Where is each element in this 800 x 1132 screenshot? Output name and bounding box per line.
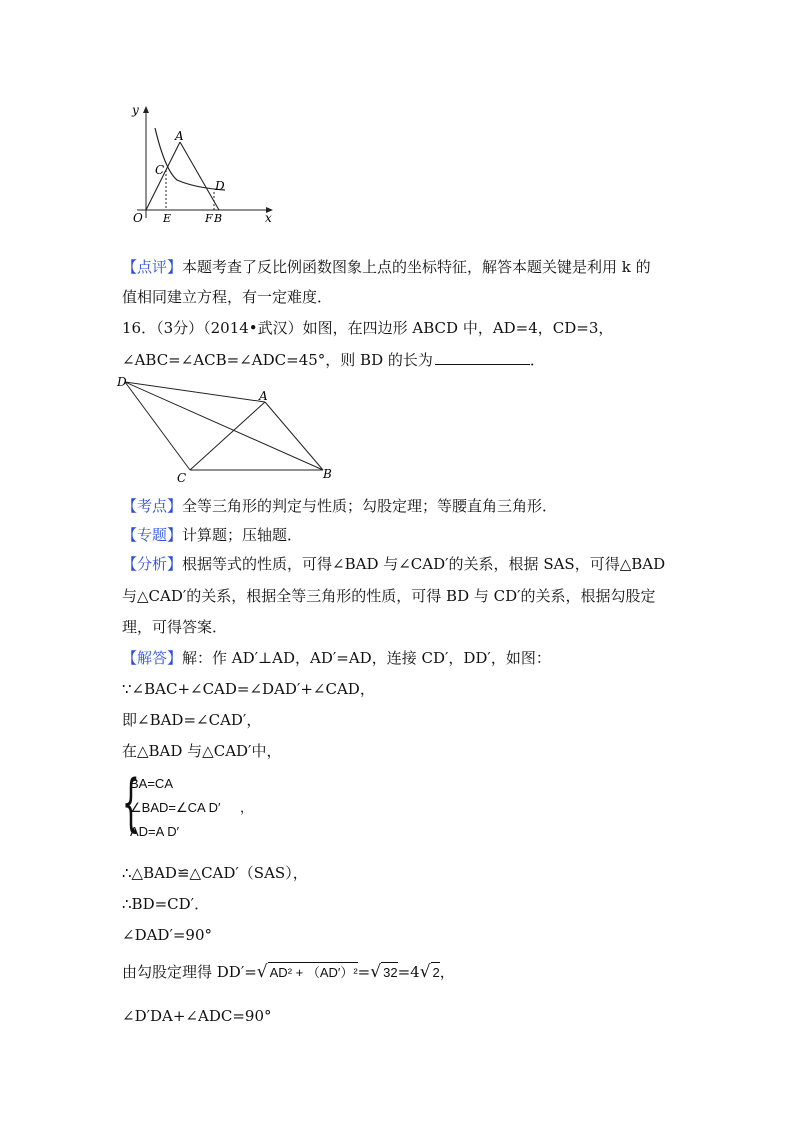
jieda-line-1 [122,648,551,668]
jieda-text-1: 解：作 AD′⊥AD，AD′=AD，连接 CD′，DD′，如图： [182,649,551,667]
pythagoras-eq-2: =4 [397,963,420,981]
radicand-3: 2 [431,962,440,983]
congruence-system [122,766,272,842]
system-line-1: BA=CA [130,776,173,791]
answer-blank[interactable] [435,350,530,365]
jieda-tag: 【解答】 [122,649,183,667]
q16-line-1: 16．（3分）（2014•武汉）如图，在四边形 ABCD 中，AD=4，CD=3， [122,319,614,337]
label-c: C [155,163,165,177]
fenxi-tag: 【分析】 [122,555,183,573]
label-c: C [177,471,187,485]
comment-line-1 [122,257,651,277]
jieda-line-8 [122,962,455,983]
kaodian-line [122,496,557,516]
jieda-line-4: 在△BAD 与△CAD′中， [122,742,282,760]
radicand-1: AD² + （AD′）² [268,962,358,983]
segment-dc [125,382,190,470]
label-b: B [323,467,332,481]
pythagoras-prefix: 由勾股定理得 DD′= [122,963,257,981]
fenxi-line-2: 与△CAD′的关系，根据全等三角形的性质，可得 BD 与 CD′的关系，根据勾股定 [122,587,656,605]
left-brace-icon: { [122,766,140,839]
jieda-line-2: ∵∠BAC+∠CAD=∠DAD′+∠CAD， [122,680,375,698]
segment-ab [265,402,323,470]
kaodian-text: 全等三角形的判定与性质；勾股定理；等腰直角三角形． [182,497,558,515]
y-axis-arrow-icon [143,106,149,113]
label-f: F [205,212,213,225]
jieda-line-5: ∴△BAD≌△CAD′（SAS）， [122,864,308,882]
pythagoras-eq-1: = [357,963,371,981]
zhuanti-line [122,525,302,545]
system-end: ， [240,800,254,815]
system-line-2: ∠BAD=∠CA D′ [130,800,221,815]
jieda-line-7: ∠DAD′=90° [122,926,213,944]
label-d: D [215,179,225,193]
figure-inverse-function-graph [125,100,280,225]
zhuanti-text: 计算题；压轴题． [182,526,303,544]
pythagoras-end: ， [439,963,455,981]
fenxi-line-1 [122,554,665,574]
fenxi-text-1: 根据等式的性质，可得∠BAD 与∠CAD′的关系，根据 SAS，可得△BAD [182,555,666,573]
comment-tag: 【点评】 [122,258,183,276]
label-b: B [214,212,223,225]
radical-icon: √ [370,962,382,982]
label-e: E [163,212,172,225]
segment-da [125,382,265,402]
q16-line-2 [122,350,545,370]
diagonal-db [125,382,323,470]
label-x: x [265,211,272,225]
diagonal-ca [190,402,265,470]
q16-text-2: ∠ABC=∠ACB=∠ADC=45°，则 BD 的长为 [122,351,433,369]
radicand-2: 32 [381,962,397,983]
kaodian-tag: 【考点】 [122,497,183,515]
radical-icon: √ [256,962,268,982]
comment-text-2: 值相同建立方程，有一定难度． [122,288,333,306]
label-o: O [133,211,143,225]
q16-text-2-end: ． [529,351,545,369]
jieda-line-6: ∴BD=CD′． [122,895,210,913]
fenxi-line-3: 理，可得答案． [122,618,228,636]
comment-line-2 [122,287,332,307]
segment-ab [180,142,219,210]
comment-text-1: 本题考查了反比例函数图象上点的坐标特征，解答本题关键是利用 k 的 [182,258,651,276]
label-a: A [175,129,184,143]
label-d: D [117,375,127,389]
radical-icon: √ [419,962,431,982]
system-line-3: AD=A D′ [130,824,180,839]
jieda-line-9: ∠D′DA+∠ADC=90° [122,1007,272,1025]
label-y: y [132,103,139,117]
label-a: A [259,389,268,403]
figure-quadrilateral [115,372,345,487]
zhuanti-tag: 【专题】 [122,526,183,544]
jieda-line-3: 即∠BAD=∠CAD′， [122,711,262,729]
